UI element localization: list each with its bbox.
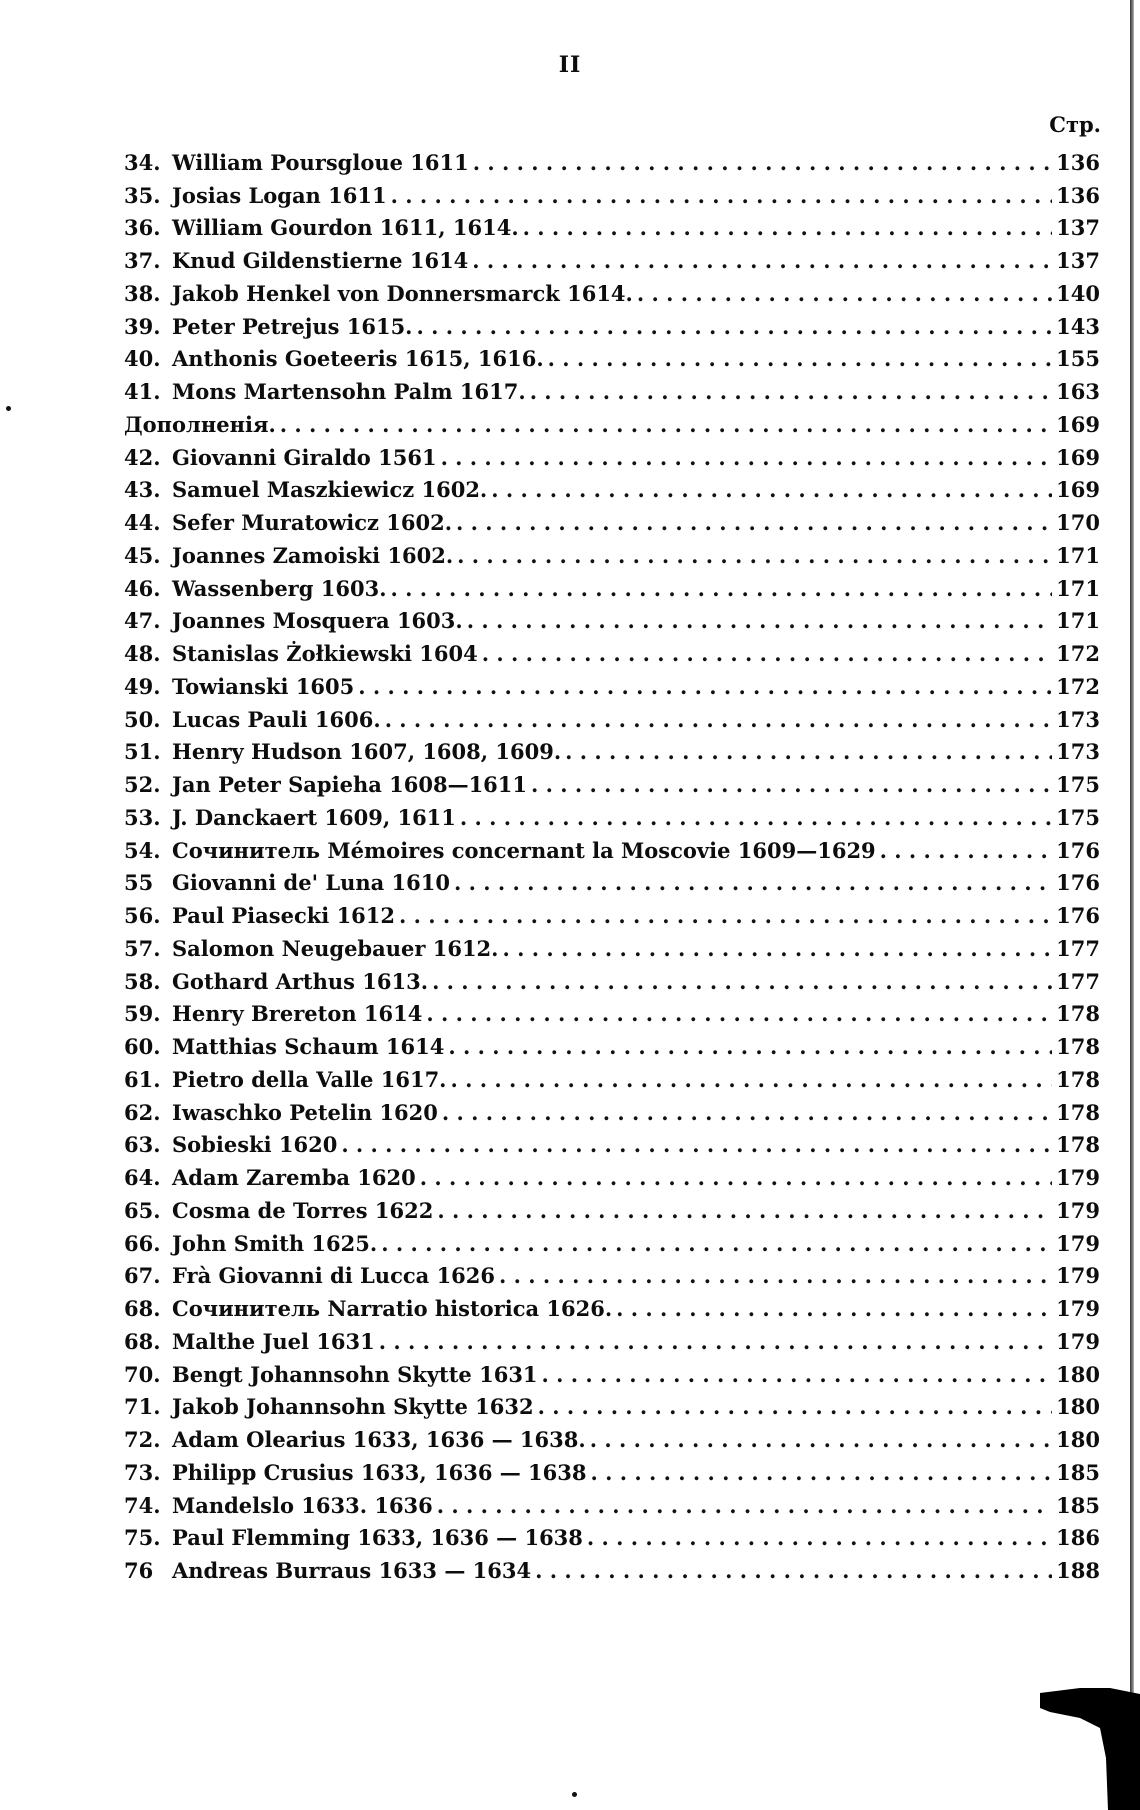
entry-number: 50. <box>124 706 161 732</box>
entry-number: 37. <box>124 248 161 274</box>
entry-page: 172 <box>1056 641 1100 667</box>
entry-number: 55 <box>124 870 154 896</box>
entry-number: 41. <box>124 379 161 405</box>
entry-page: 177 <box>1056 935 1100 961</box>
entry-page: 178 <box>1056 1034 1100 1060</box>
entry-title: Malthe Juel 1631 <box>172 1328 375 1354</box>
entry-title: Jakob Henkel von Donnersmarck 1614. <box>172 280 633 306</box>
entry-title: Peter Petrejus 1615. <box>172 313 413 339</box>
toc-entry <box>124 212 1100 245</box>
entry-page: 172 <box>1056 673 1100 699</box>
entry-number: 57. <box>124 935 161 961</box>
toc-entry <box>124 965 1100 998</box>
entry-page: 171 <box>1056 608 1100 634</box>
entry-number: 40. <box>124 346 161 372</box>
entry-number: 39. <box>124 313 161 339</box>
entry-title: Stanislas Żołkiewski 1604 <box>172 641 478 667</box>
toc-entry <box>124 1391 1100 1424</box>
dot-leader <box>454 870 1052 895</box>
entry-title: Paul Flemming 1633, 1636 — 1638 <box>172 1525 583 1551</box>
dot-leader <box>482 641 1052 666</box>
entry-title: Towianski 1605 <box>172 673 355 699</box>
dot-leader <box>441 445 1053 470</box>
toc-entry <box>124 441 1100 474</box>
entry-title: Сочинитель Mémoires concernant la Moscovie 1609—1629 <box>172 837 876 863</box>
entry-number: 38. <box>124 280 161 306</box>
entry-page: 188 <box>1056 1558 1100 1584</box>
entry-number: 76 <box>124 1558 154 1584</box>
entry-number: 52. <box>124 772 161 798</box>
entry-page: 137 <box>1056 215 1100 241</box>
toc-entry <box>124 146 1100 179</box>
dot-leader <box>456 510 1052 535</box>
entry-number: 74. <box>124 1492 161 1518</box>
entry-page: 177 <box>1056 968 1100 994</box>
entry-title: Joannes Zamoiski 1602. <box>172 542 454 568</box>
entry-number: 65. <box>124 1197 161 1223</box>
dot-leader <box>426 1001 1052 1026</box>
entry-title: William Poursgloue 1611 <box>172 149 469 175</box>
entry-page: 140 <box>1056 280 1100 306</box>
entry-title: Дополненія. <box>124 411 276 437</box>
toc-entry <box>124 539 1100 572</box>
entry-title: J. Danckaert 1609, 1611 <box>172 804 456 830</box>
entry-title: Сочинитель Narratio historica 1626. <box>172 1296 613 1322</box>
scan-edge-artifact <box>1040 1688 1140 1810</box>
toc-entry <box>124 1358 1100 1391</box>
toc-entry <box>124 179 1100 212</box>
entry-number: 53. <box>124 804 161 830</box>
toc-entry <box>124 1096 1100 1129</box>
toc-entry <box>124 1129 1100 1162</box>
toc-entry <box>124 343 1100 376</box>
entry-page: 137 <box>1056 248 1100 274</box>
entry-title: Lucas Pauli 1606. <box>172 706 381 732</box>
entry-page: 155 <box>1056 346 1100 372</box>
toc-entry <box>124 867 1100 900</box>
toc-entry <box>124 1456 1100 1489</box>
entry-page: 180 <box>1056 1394 1100 1420</box>
dot-leader <box>880 838 1052 863</box>
entry-number: 70. <box>124 1361 161 1387</box>
entry-number: 66. <box>124 1230 161 1256</box>
dot-leader <box>587 1525 1052 1550</box>
entry-title: Pietro della Valle 1617. <box>172 1066 447 1092</box>
dot-leader <box>420 1165 1052 1190</box>
dot-leader <box>460 805 1052 830</box>
toc-entry <box>124 637 1100 670</box>
entry-number: 48. <box>124 641 161 667</box>
entry-page: 176 <box>1056 870 1100 896</box>
entry-title: Wassenberg 1603. <box>172 575 387 601</box>
dot-leader <box>451 1067 1053 1092</box>
entry-page: 178 <box>1056 1132 1100 1158</box>
entry-number: 42. <box>124 444 161 470</box>
entry-number: 60. <box>124 1034 161 1060</box>
scan-speck <box>572 1792 577 1797</box>
entry-page: 179 <box>1056 1263 1100 1289</box>
dot-leader <box>437 1493 1052 1518</box>
entry-title: Salomon Neugebauer 1612. <box>172 935 499 961</box>
entry-page: 175 <box>1056 804 1100 830</box>
entry-number: 35. <box>124 182 161 208</box>
entry-number: 45. <box>124 542 161 568</box>
toc-entry <box>124 768 1100 801</box>
toc-entry <box>124 801 1100 834</box>
dot-leader <box>391 576 1053 601</box>
entry-page: 179 <box>1056 1296 1100 1322</box>
entry-page: 186 <box>1056 1525 1100 1551</box>
entry-page: 171 <box>1056 542 1100 568</box>
entry-number: 71. <box>124 1394 161 1420</box>
entry-title: Samuel Maszkiewicz 1602. <box>172 477 488 503</box>
entry-title: Mandelslo 1633. 1636 <box>172 1492 433 1518</box>
entry-title: Henry Brereton 1614 <box>172 1001 423 1027</box>
entry-number: 44. <box>124 510 161 536</box>
entry-page: 179 <box>1056 1230 1100 1256</box>
dot-leader <box>530 379 1052 404</box>
entry-page: 178 <box>1056 1066 1100 1092</box>
page-edge-line <box>1130 0 1134 1810</box>
scan-speck <box>6 406 11 411</box>
entry-number: 68. <box>124 1328 161 1354</box>
toc-entry <box>124 1325 1100 1358</box>
dot-leader <box>473 150 1052 175</box>
toc-entry <box>124 1063 1100 1096</box>
dot-leader <box>535 1558 1052 1583</box>
entry-page: 175 <box>1056 772 1100 798</box>
toc-entry <box>124 506 1100 539</box>
entry-title: Gothard Arthus 1613. <box>172 968 429 994</box>
entry-page: 178 <box>1056 1001 1100 1027</box>
entry-title: Adam Olearius 1633, 1636 — 1638. <box>172 1427 586 1453</box>
entry-page: 173 <box>1056 706 1100 732</box>
dot-leader <box>417 314 1053 339</box>
entry-title: Sobieski 1620 <box>172 1132 338 1158</box>
table-of-contents <box>124 146 1100 1587</box>
entry-title: Anthonis Goeteeris 1615, 1616. <box>172 346 544 372</box>
entry-title: Jakob Johannsohn Skytte 1632 <box>172 1394 534 1420</box>
dot-leader <box>432 969 1052 994</box>
toc-entry <box>124 474 1100 507</box>
entry-page: 176 <box>1056 837 1100 863</box>
entry-title: Cosma de Torres 1622 <box>172 1197 434 1223</box>
entry-title: Giovanni Giraldo 1561 <box>172 444 437 470</box>
toc-entry <box>124 1423 1100 1456</box>
dot-leader <box>491 477 1052 502</box>
entry-page: 180 <box>1056 1361 1100 1387</box>
entry-page: 163 <box>1056 379 1100 405</box>
entry-number: 47. <box>124 608 161 634</box>
entry-number: 63. <box>124 1132 161 1158</box>
entry-number: 64. <box>124 1165 161 1191</box>
entry-title: Giovanni de' Luna 1610 <box>172 870 451 896</box>
entry-page: 143 <box>1056 313 1100 339</box>
toc-entry <box>124 1161 1100 1194</box>
dot-leader <box>548 346 1053 371</box>
entry-title: Mons Martensohn Palm 1617. <box>172 379 526 405</box>
entry-page: 176 <box>1056 903 1100 929</box>
entry-title: Sefer Muratowicz 1602. <box>172 510 453 536</box>
toc-entry <box>124 375 1100 408</box>
toc-entry <box>124 998 1100 1031</box>
entry-number: 51. <box>124 739 161 765</box>
toc-entry <box>124 1227 1100 1260</box>
toc-entry <box>124 899 1100 932</box>
entry-number: 34. <box>124 149 161 175</box>
dot-leader <box>442 1100 1052 1125</box>
dot-leader <box>538 1394 1053 1419</box>
entry-title: Jan Peter Sapieha 1608—1611 <box>172 772 528 798</box>
entry-page: 169 <box>1056 411 1100 437</box>
entry-number: 61. <box>124 1066 161 1092</box>
entry-page: 169 <box>1056 444 1100 470</box>
entry-page: 185 <box>1056 1459 1100 1485</box>
toc-entry <box>124 736 1100 769</box>
dot-leader <box>616 1296 1052 1321</box>
toc-entry <box>124 1522 1100 1555</box>
entry-number: 59. <box>124 1001 161 1027</box>
toc-entry <box>124 1260 1100 1293</box>
page-column-label: Стр. <box>1049 112 1101 137</box>
toc-entry <box>124 408 1100 441</box>
dot-leader <box>381 1231 1052 1256</box>
dot-leader <box>280 412 1052 437</box>
toc-entry <box>124 670 1100 703</box>
toc-entry <box>124 310 1100 343</box>
entry-title: Adam Zaremba 1620 <box>172 1165 416 1191</box>
entry-number: 46. <box>124 575 161 601</box>
entry-number: 58. <box>124 968 161 994</box>
toc-entry <box>124 703 1100 736</box>
dot-leader <box>358 674 1052 699</box>
dot-leader <box>499 1263 1052 1288</box>
entry-page: 169 <box>1056 477 1100 503</box>
entry-title: Frà Giovanni di Lucca 1626 <box>172 1263 496 1289</box>
entry-title: Philipp Crusius 1633, 1636 — 1638 <box>172 1459 587 1485</box>
toc-entry <box>124 572 1100 605</box>
toc-entry <box>124 244 1100 277</box>
dot-leader <box>467 608 1052 633</box>
entry-number: 75. <box>124 1525 161 1551</box>
entry-number: 56. <box>124 903 161 929</box>
entry-title: Knud Gildenstierne 1614 <box>172 248 469 274</box>
entry-number: 73. <box>124 1459 161 1485</box>
entry-number: 68. <box>124 1296 161 1322</box>
toc-entry <box>124 1554 1100 1587</box>
dot-leader <box>637 281 1052 306</box>
dot-leader <box>399 903 1052 928</box>
entry-page: 136 <box>1056 182 1100 208</box>
entry-number: 49. <box>124 673 161 699</box>
dot-leader <box>531 772 1052 797</box>
entry-title: Henry Hudson 1607, 1608, 1609. <box>172 739 562 765</box>
entry-page: 179 <box>1056 1328 1100 1354</box>
entry-title: John Smith 1625. <box>172 1230 378 1256</box>
dot-leader <box>341 1132 1052 1157</box>
entry-page: 185 <box>1056 1492 1100 1518</box>
toc-entry <box>124 1030 1100 1063</box>
entry-title: Iwaschko Petelin 1620 <box>172 1099 438 1125</box>
toc-entry <box>124 277 1100 310</box>
toc-entry <box>124 1194 1100 1227</box>
entry-page: 179 <box>1056 1197 1100 1223</box>
dot-leader <box>565 739 1052 764</box>
entry-page: 180 <box>1056 1427 1100 1453</box>
entry-page: 178 <box>1056 1099 1100 1125</box>
entry-number: 43. <box>124 477 161 503</box>
dot-leader <box>590 1427 1052 1452</box>
dot-leader <box>391 183 1053 208</box>
entry-page: 170 <box>1056 510 1100 536</box>
entry-number: 72. <box>124 1427 161 1453</box>
entry-title: Bengt Johannsohn Skytte 1631 <box>172 1361 538 1387</box>
entry-title: Josias Logan 1611 <box>172 182 387 208</box>
dot-leader <box>591 1460 1053 1485</box>
dot-leader <box>523 215 1053 240</box>
entry-number: 67. <box>124 1263 161 1289</box>
entry-title: Joannes Mosquera 1603. <box>172 608 463 634</box>
entry-page: 171 <box>1056 575 1100 601</box>
toc-entry <box>124 932 1100 965</box>
dot-leader <box>457 543 1052 568</box>
dot-leader <box>542 1362 1053 1387</box>
dot-leader <box>502 936 1052 961</box>
dot-leader <box>379 1329 1052 1354</box>
entry-page: 136 <box>1056 149 1100 175</box>
entry-number: 36. <box>124 215 161 241</box>
toc-entry <box>124 605 1100 638</box>
entry-title: William Gourdon 1611, 1614. <box>172 215 519 241</box>
dot-leader <box>448 1034 1052 1059</box>
page-number: II <box>558 52 582 78</box>
entry-page: 179 <box>1056 1165 1100 1191</box>
dot-leader <box>472 248 1052 273</box>
dot-leader <box>385 707 1052 732</box>
entry-number: 62. <box>124 1099 161 1125</box>
entry-title: Paul Piasecki 1612 <box>172 903 396 929</box>
entry-title: Matthias Schaum 1614 <box>172 1034 445 1060</box>
toc-entry <box>124 1292 1100 1325</box>
entry-page: 173 <box>1056 739 1100 765</box>
toc-entry <box>124 1489 1100 1522</box>
toc-entry <box>124 834 1100 867</box>
dot-leader <box>437 1198 1052 1223</box>
entry-number: 54. <box>124 837 161 863</box>
entry-title: Andreas Burraus 1633 — 1634 <box>172 1558 532 1584</box>
